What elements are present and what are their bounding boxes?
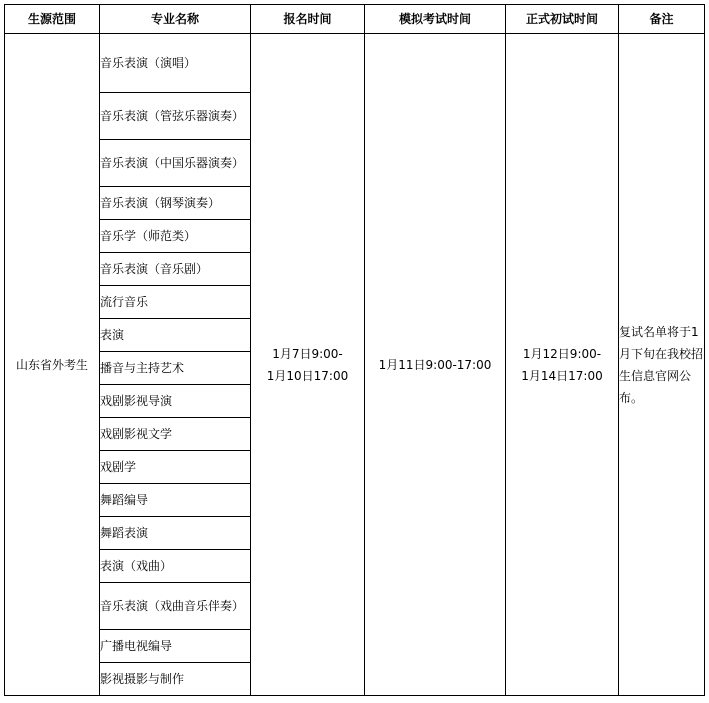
major-cell: 戏剧影视导演 [100,385,251,418]
header-notes: 备注 [619,5,705,34]
formal-exam-time-cell [506,34,619,696]
registration-time-cell [251,34,365,696]
registration-end: 1月10日17:00 [266,368,349,383]
major-cell: 表演 [100,319,251,352]
registration-start: 1月7日9:00- [272,346,343,361]
header-major: 专业名称 [100,5,251,34]
major-cell: 舞蹈表演 [100,517,251,550]
major-cell: 流行音乐 [100,286,251,319]
major-cell: 戏剧影视文学 [100,418,251,451]
region-cell: 山东省外考生 [5,34,100,696]
major-cell: 表演（戏曲） [100,550,251,583]
header-formal-exam-time: 正式初试时间 [506,5,619,34]
mock-exam-time-cell: 1月11日9:00-17:00 [365,34,506,696]
major-cell: 舞蹈编导 [100,484,251,517]
major-cell: 音乐表演（管弦乐器演奏） [100,93,251,140]
major-cell: 音乐学（师范类） [100,220,251,253]
major-cell: 广播电视编导 [100,630,251,663]
major-cell: 音乐表演（演唱） [100,34,251,93]
major-cell: 戏剧学 [100,451,251,484]
major-cell: 音乐表演（戏曲音乐伴奏） [100,583,251,630]
header-registration-time: 报名时间 [251,5,365,34]
major-cell: 影视摄影与制作 [100,663,251,696]
formal-exam-end: 1月14日17:00 [521,368,603,383]
table-row [5,34,705,93]
major-cell: 音乐表演（中国乐器演奏） [100,140,251,187]
header-region: 生源范围 [5,5,100,34]
major-cell: 音乐表演（音乐剧） [100,253,251,286]
admission-schedule-table [4,4,705,696]
header-mock-exam-time: 模拟考试时间 [365,5,506,34]
formal-exam-start: 1月12日9:00- [522,346,602,361]
notes-cell: 复试名单将于1月下旬在我校招生信息官网公布。 [619,34,705,696]
header-row [5,5,705,34]
major-cell: 音乐表演（钢琴演奏） [100,187,251,220]
major-cell: 播音与主持艺术 [100,352,251,385]
